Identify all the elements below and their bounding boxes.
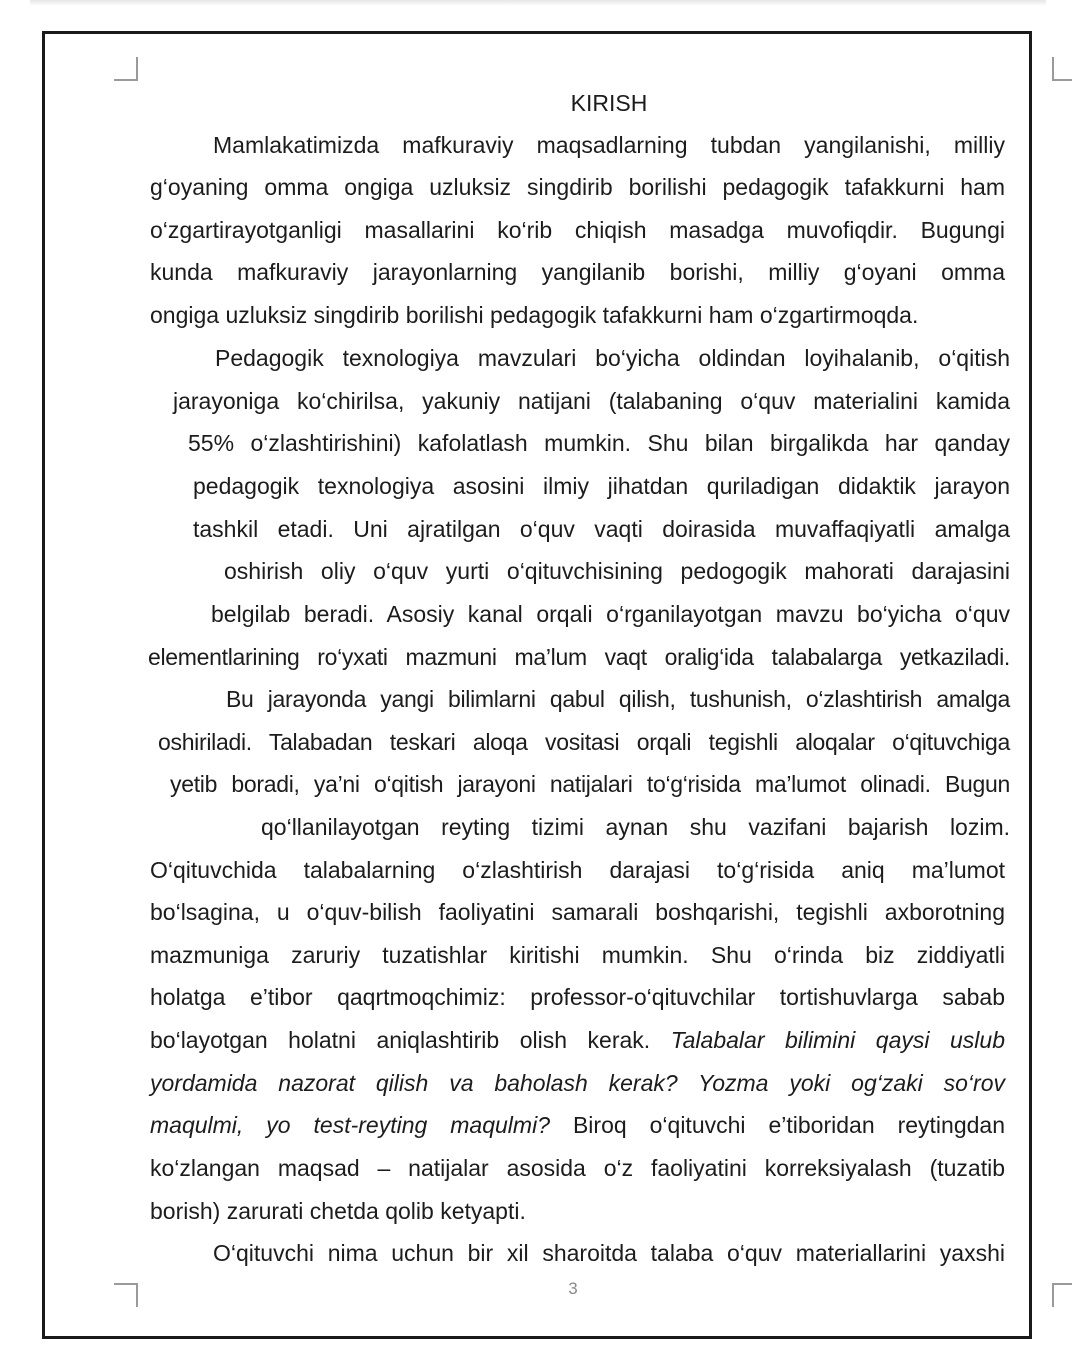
italic-question: Talabalar bilimini qaysi uslub bbox=[670, 1027, 1005, 1053]
text-line: ko‘zlangan maqsad – natijalar asosida o‘z faoliyatini korreksiyalash (tuzatib bbox=[150, 1155, 1005, 1181]
text-line bbox=[150, 1110, 1005, 1140]
page-number: 3 bbox=[568, 1279, 578, 1298]
text-line: Pedagogik texnologiya mavzulari bo‘yicha oldindan loyihalanib, o‘qitish bbox=[215, 345, 1010, 371]
text-line: g‘oyaning omma ongiga uzluksiz singdirib borilishi pedagogik tafakkurni ham bbox=[150, 174, 1005, 200]
italic-question: yordamida nazorat qilish va baholash kerak? Yozma yoki og‘zaki so‘rov bbox=[150, 1070, 1005, 1096]
text-line: Mamlakatimizda mafkuraviy maqsadlarning tubdan yangilanishi, milliy bbox=[213, 132, 1005, 158]
text-line: Bu jarayonda yangi bilimlarni qabul qilish, tushunish, o‘zlashtirish amalga bbox=[226, 686, 1010, 712]
page-heading: KIRISH bbox=[570, 90, 648, 116]
text-segment: Biroq o‘qituvchi e’tiboridan reytingdan bbox=[572, 1112, 1006, 1138]
text-line: kunda mafkuraviy jarayonlarning yangilanib borishi, milliy g‘oyani omma bbox=[150, 259, 1005, 285]
text-line: O‘qituvchi nima uchun bir xil sharoitda talaba o‘quv materiallarini yaxshi bbox=[213, 1240, 1005, 1266]
text-line: bo‘lsagina, u o‘quv-bilish faoliyatini samarali boshqarishi, tegishli axborotning bbox=[150, 899, 1005, 925]
text-line: borish) zarurati chetda qolib ketyapti. bbox=[150, 1198, 526, 1224]
text-line: mazmuniga zaruriy tuzatishlar kiritishi mumkin. Shu o‘rinda biz ziddiyatli bbox=[150, 942, 1005, 968]
text-line: ongiga uzluksiz singdirib borilishi pedagogik tafakkurni ham o‘zgartirmoqda. bbox=[150, 302, 919, 328]
text-line: O‘qituvchida talabalarning o‘zlashtirish darajasi to‘g‘risida aniq ma’lumot bbox=[150, 857, 1005, 883]
text-line: pedagogik texnologiya asosini ilmiy jihatdan quriladigan didaktik jarayon bbox=[193, 473, 1010, 499]
text-line: elementlarining ro‘yxati mazmuni ma’lum vaqt oralig‘ida talabalarga yetkaziladi. bbox=[148, 644, 1010, 670]
text-line: oshirish oliy o‘quv yurti o‘qituvchisining pedogogik mahorati darajasini bbox=[224, 558, 1010, 584]
text-segment: bo‘layotgan holatni aniqlashtirib olish kerak. bbox=[150, 1027, 651, 1053]
text-line: o‘zgartirayotganligi masallarini ko‘rib chiqish masadga muvofiqdir. Bugungi bbox=[150, 217, 1005, 243]
window-top-shadow bbox=[30, 0, 1046, 6]
margin-mark-bottom-right bbox=[1052, 1283, 1072, 1307]
text-line: belgilab beradi. Asosiy kanal orqali o‘rganilayotgan mavzu bo‘yicha o‘quv bbox=[211, 601, 1010, 627]
margin-mark-top-left bbox=[114, 57, 138, 81]
margin-mark-bottom-left bbox=[114, 1283, 138, 1307]
text-line: jarayoniga ko‘chirilsa, yakuniy natijani (talabaning o‘quv materialini kamida bbox=[173, 388, 1010, 414]
text-line: holatga e’tibor qaqrtmoqchimiz: professor-o‘qituvchilar tortishuvlarga sabab bbox=[150, 984, 1005, 1010]
margin-mark-top-right bbox=[1052, 57, 1072, 81]
text-line: yetib boradi, ya’ni o‘qitish jarayoni natijalari to‘g‘risida ma’lumot olinadi. Bugun bbox=[170, 771, 1010, 797]
text-line: qo‘llanilayotgan reyting tizimi aynan shu vazifani bajarish lozim. bbox=[261, 814, 1010, 840]
text-line: 55% o‘zlashtirishini) kafolatlash mumkin. Shu bilan birgalikda har qanday bbox=[188, 430, 1010, 456]
text-line: tashkil etadi. Uni ajratilgan o‘quv vaqti doirasida muvaffaqiyatli amalga bbox=[193, 516, 1010, 542]
italic-question: maqulmi, yo test-reyting maqulmi? bbox=[150, 1112, 550, 1138]
text-line: oshiriladi. Talabadan teskari aloqa vositasi orqali tegishli aloqalar o‘qituvchiga bbox=[158, 729, 1010, 755]
text-line bbox=[150, 1068, 1005, 1098]
text-line bbox=[150, 1025, 1005, 1055]
